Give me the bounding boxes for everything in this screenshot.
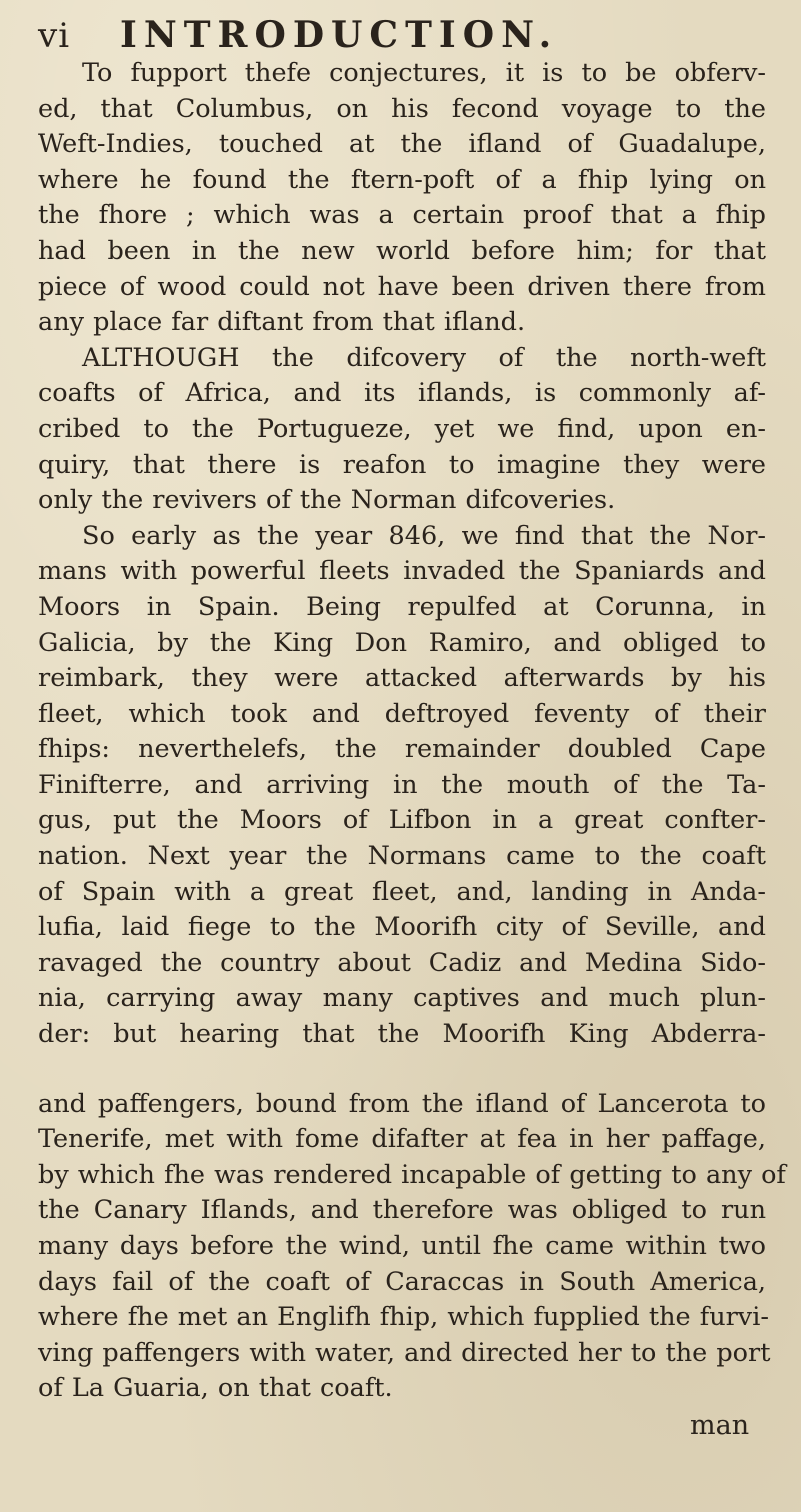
catchword: man	[690, 1410, 750, 1441]
text-line: the fhore ; which was a certain proof that a fhip	[38, 200, 766, 231]
text-line: of Spain with a great fleet, and, landing in Anda-	[38, 876, 766, 907]
text-line: piece of wood could not have been driven there from	[38, 271, 766, 302]
text-line: Galicia, by the King Don Ramiro, and obliged to	[38, 627, 766, 658]
section-gap	[38, 1053, 766, 1087]
text-line: ed, that Columbus, on his fecond voyage to the	[38, 93, 766, 124]
text-line: many days before the wind, until fhe came within two	[38, 1231, 766, 1261]
text-line: of La Guaria, on that coaft.	[38, 1373, 393, 1404]
text-line: the Canary Iflands, and therefore was obliged to run	[38, 1195, 766, 1226]
text-line: nia, carrying away many captives and much plun-	[38, 983, 766, 1014]
text-line: coafts of Africa, and its iflands, is commonly af-	[38, 378, 766, 409]
running-title: INTRODUCTION.	[120, 14, 559, 56]
text-line: and paffengers, bound from the ifland of Lancerota to	[38, 1088, 766, 1119]
text-line: reimbark, they were attacked afterwards by his	[38, 663, 766, 694]
text-line: where he found the ftern-poft of a fhip lying on	[38, 164, 766, 195]
text-line: Moors in Spain. Being repulfed at Corunna, in	[38, 591, 766, 622]
text-line: To fupport thefe conjectures, it is to be obferv-	[82, 58, 766, 88]
text-line: by which fhe was rendered incapable of getting to any of	[38, 1159, 786, 1190]
text-line: So early as the year 846, we find that the Nor-	[82, 520, 766, 551]
text-line: Weft-Indies, touched at the ifland of Guadalupe,	[38, 129, 766, 160]
text-line: fhips: neverthelefs, the remainder doubled Cape	[38, 734, 766, 765]
text-line: ALTHOUGH the difcovery of the north-weft	[82, 342, 766, 373]
page-header	[38, 12, 758, 60]
text-line: cribed to the Portugueze, yet we find, upon en-	[38, 413, 766, 444]
text-line: had been in the new world before him; for that	[38, 235, 766, 266]
text-line: gus, put the Moors of Lifbon in a great confter-	[38, 805, 766, 836]
text-line: quiry, that there is reafon to imagine they were	[38, 449, 766, 480]
page-number: vi	[38, 16, 71, 56]
text-line: lufia, laid fiege to the Moorifh city of Seville, and	[38, 912, 766, 943]
text-line: ravaged the country about Cadiz and Medina Sido-	[38, 947, 766, 978]
body-text	[38, 56, 786, 1407]
text-line: days fail of the coaft of Caraccas in South America,	[38, 1266, 766, 1297]
text-line: Tenerife, met with fome difafter at fea in her paffage,	[38, 1124, 766, 1155]
text-line: only the revivers of the Norman difcoveries.	[38, 485, 616, 516]
text-line: mans with powerful fleets invaded the Spaniards and	[38, 556, 766, 587]
text-line: where fhe met an Englifh fhip, which fupplied the furvi-	[38, 1302, 769, 1333]
text-line: der: but hearing that the Moorifh King Abderra-	[38, 1019, 766, 1050]
text-line: any place far diftant from that ifland.	[38, 307, 526, 338]
text-line: Finifterre, and arriving in the mouth of the Ta-	[38, 769, 766, 800]
text-line: ving paffengers with water, and directed her to the port	[38, 1337, 771, 1368]
text-line: fleet, which took and deftroyed feventy of their	[38, 698, 766, 729]
text-line: nation. Next year the Normans came to the coaft	[38, 841, 766, 872]
